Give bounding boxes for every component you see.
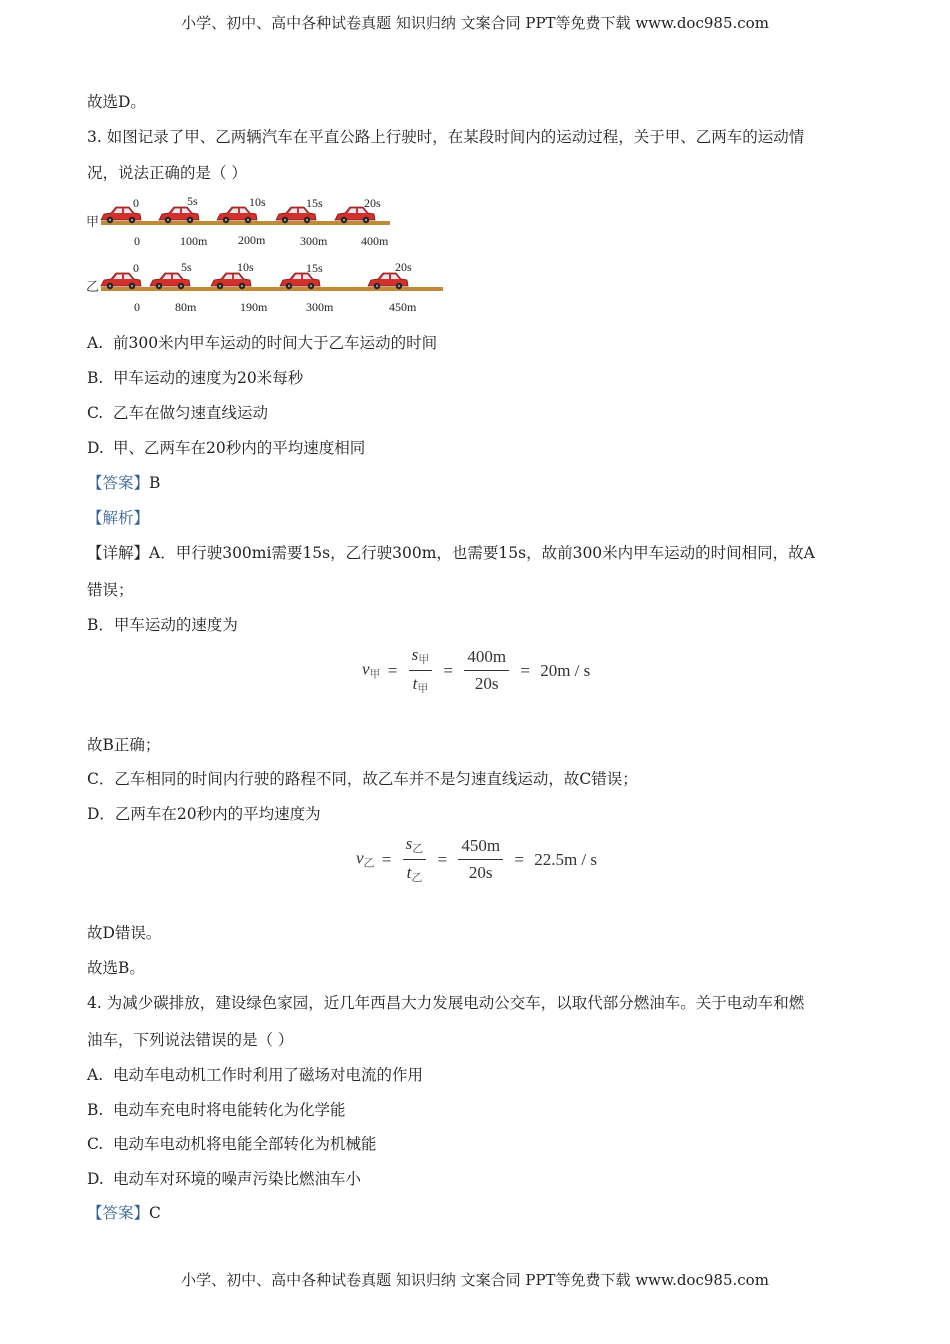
q3-option-d: D. 甲、乙两车在20秒内的平均速度相同 (87, 439, 366, 457)
q4-option-d: D. 电动车对环境的噪声污染比燃油车小 (87, 1170, 362, 1188)
car-icon (211, 273, 251, 289)
prev-answer-conclusion: 故选D。 (87, 93, 146, 111)
page-footer: 小学、初中、高中各种试卷真题 知识归纳 文案合同 PPT等免费下载 www.doc985.com (181, 1271, 769, 1289)
track-b-time: 10s (237, 260, 254, 274)
q3-stem-line2: 况，说法正确的是（ ） (87, 164, 247, 182)
track-a-time: 20s (364, 196, 381, 210)
q3-detail-c: C．乙车相同的时间内行驶的路程不同，故乙车并不是匀速直线运动，故C错误； (87, 770, 638, 788)
car-icon (280, 273, 320, 289)
track-a-distance: 400m (361, 234, 389, 248)
track-b-label: 乙 (86, 279, 100, 294)
track-a-distance: 100m (180, 234, 208, 248)
formula-speed-b: $v_乙$ = $\frac{s_乙}{t_乙}$ = $\frac{450m}{20s}$ = 22.5m / s (356, 834, 597, 884)
q3-detail-d-intro: D．乙两车在20秒内的平均速度为 (87, 805, 321, 823)
q4-answer: 【答案】C (87, 1204, 161, 1222)
q3-answer: 【答案】B (87, 474, 161, 492)
q4-option-b: B. 电动车充电时将电能转化为化学能 (87, 1101, 346, 1119)
track-a-time: 0 (133, 196, 139, 210)
q3-analysis-tag: 【解析】 (87, 509, 150, 527)
track-b-cars (101, 273, 408, 289)
q3-conclusion: 故选B。 (87, 959, 145, 977)
car-icon (368, 273, 408, 289)
track-a-distance: 300m (300, 234, 328, 248)
q3-detail-b-intro: B．甲车运动的速度为 (87, 616, 238, 634)
car-icon (101, 273, 141, 289)
track-a-time: 15s (306, 196, 323, 210)
q3-option-b: B. 甲车运动的速度为20米每秒 (87, 369, 304, 387)
track-b-road (101, 287, 443, 291)
q3-motion-figure (84, 192, 454, 322)
track-b-time: 15s (306, 261, 323, 275)
page-header: 小学、初中、高中各种试卷真题 知识归纳 文案合同 PPT等免费下载 www.doc985.com (181, 14, 769, 32)
track-a-time: 5s (187, 194, 198, 208)
q3-stem-line1: 3. 如图记录了甲、乙两辆汽车在平直公路上行驶时，在某段时间内的运动过程，关于甲、乙两车的运动情 (87, 128, 805, 146)
q4-option-a: A. 电动车电动机工作时利用了磁场对电流的作用 (87, 1066, 424, 1084)
track-b-distance: 190m (240, 300, 268, 314)
q3-detail-b-end: 故B正确； (87, 736, 161, 754)
track-a-cars (101, 207, 375, 223)
track-a-time: 10s (249, 195, 266, 209)
q3-option-c: C. 乙车在做匀速直线运动 (87, 404, 269, 422)
q3-detail-a-line2: 错误； (87, 581, 134, 599)
q3-option-a: A. 前300米内甲车运动的时间大于乙车运动的时间 (87, 334, 438, 352)
track-b-distance: 450m (389, 300, 417, 314)
track-b-distance: 80m (175, 300, 197, 314)
q4-stem-line1: 4. 为减少碳排放，建设绿色家园，近几年西昌大力发展电动公交车，以取代部分燃油车。关于电动车和燃 (87, 994, 805, 1012)
track-a-label: 甲 (86, 214, 100, 229)
track-b-distance: 0 (134, 300, 140, 314)
track-b-time: 0 (133, 261, 139, 275)
car-icon (150, 273, 190, 289)
track-b-distance: 300m (306, 300, 334, 314)
track-b-time: 20s (395, 260, 412, 274)
track-a-distance: 200m (238, 233, 266, 247)
track-a-distance: 0 (134, 234, 140, 248)
car-icon (217, 207, 257, 223)
q4-option-c: C. 电动车电动机将电能全部转化为机械能 (87, 1135, 377, 1153)
q4-stem-line2: 油车，下列说法错误的是（ ） (87, 1031, 294, 1049)
formula-speed-a: $v_甲$ = $\frac{s_甲}{t_甲}$ = $\frac{400m}{20s}$ = 20m / s (362, 645, 591, 695)
track-b-time: 5s (181, 260, 192, 274)
q3-detail-a-line1: 【详解】A．甲行驶300mi需要15s，乙行驶300m，也需要15s，故前300米内甲车运动的时间相同，故A (87, 544, 815, 562)
car-icon (159, 207, 199, 223)
q3-detail-d-end: 故D错误。 (87, 924, 162, 942)
